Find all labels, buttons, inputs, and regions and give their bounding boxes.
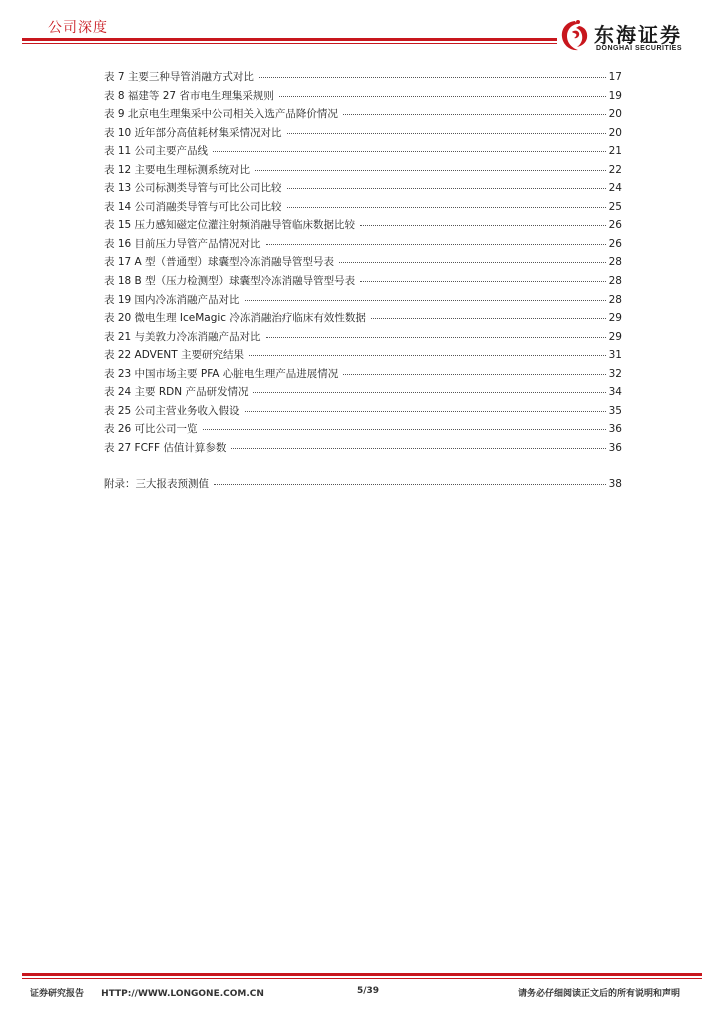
- toc-page-number: 20: [608, 108, 622, 121]
- toc-dot-leader: [279, 86, 606, 97]
- toc-label: 表 20 微电生理 IceMagic 冷冻消融治疗临床有效性数据: [104, 312, 366, 325]
- table-of-figures-list: [104, 69, 622, 495]
- toc-page-number: 36: [608, 423, 622, 436]
- toc-page-number: 19: [608, 89, 622, 102]
- footer-disclaimer: 请务必仔细阅读正文后的所有说明和声明: [518, 989, 681, 999]
- toc-dot-leader: [287, 197, 606, 208]
- donghai-logo: [558, 18, 688, 58]
- toc-dot-leader: [360, 215, 606, 226]
- toc-label: 表 16 目前压力导管产品情况对比: [104, 237, 261, 250]
- toc-dot-leader: [266, 327, 606, 338]
- toc-label: 表 25 公司主营业务收入假设: [104, 404, 240, 417]
- toc-page-number: 31: [608, 349, 622, 362]
- toc-page-number: 24: [608, 182, 622, 195]
- toc-label: 表 9 北京电生理集采中公司相关入选产品降价情况: [104, 108, 338, 121]
- toc-label: 表 14 公司消融类导管与可比公司比较: [104, 200, 282, 213]
- toc-label: 表 24 主要 RDN 产品研发情况: [104, 386, 249, 399]
- footer-page-number: 5/39: [357, 986, 380, 996]
- toc-page-number: 29: [608, 330, 622, 343]
- toc-page-number: 17: [608, 71, 622, 83]
- toc-dot-leader: [249, 345, 606, 356]
- toc-dot-leader: [266, 234, 606, 245]
- header-tag: 公司深度: [48, 20, 108, 36]
- toc-row[interactable]: [104, 440, 622, 459]
- toc-label: 表 22 ADVENT 主要研究结果: [104, 349, 245, 362]
- header-rule-thin: [22, 43, 557, 44]
- toc-label: 表 11 公司主要产品线: [104, 145, 209, 158]
- toc-dot-leader: [255, 160, 606, 171]
- toc-dot-leader: [253, 382, 605, 393]
- toc-label: 表 23 中国市场主要 PFA 心脏电生理产品进展情况: [104, 367, 339, 380]
- toc-page-number: 21: [608, 145, 622, 158]
- toc-page-number: 26: [608, 219, 622, 232]
- toc-page-number: 25: [608, 200, 622, 213]
- toc-label: 附录：三大报表预测值: [104, 478, 209, 491]
- toc-label: 表 8 福建等 27 省市电生理集采规则: [104, 89, 274, 102]
- toc-page-number: 34: [608, 386, 622, 399]
- toc-dot-leader: [339, 252, 606, 263]
- footer-rule-thin: [22, 978, 702, 979]
- toc-page-number: 28: [608, 293, 622, 306]
- toc-dot-leader: [214, 474, 606, 485]
- footer-left: [30, 986, 264, 999]
- toc-page-number: 20: [608, 126, 622, 139]
- toc-dot-leader: [287, 123, 606, 134]
- toc-dot-leader: [231, 438, 605, 449]
- toc-dot-leader: [343, 104, 606, 115]
- toc-dot-leader: [360, 271, 606, 282]
- toc-page-number: 26: [608, 237, 622, 250]
- toc-dot-leader: [245, 290, 606, 301]
- toc-page-number: 38: [608, 478, 622, 491]
- logo-en-text: DONGHAI SECURITIES: [596, 45, 683, 52]
- dragon-logo-icon: [558, 18, 592, 54]
- footer-url-link[interactable]: HTTP://WWW.LONGONE.COM.CN: [101, 989, 264, 999]
- toc-page-number: 28: [608, 275, 622, 288]
- toc-dot-leader: [245, 401, 606, 412]
- toc-dot-leader: [203, 419, 606, 430]
- toc-page-number: 35: [608, 404, 622, 417]
- header-rule: [22, 38, 557, 41]
- toc-label: 表 15 压力感知磁定位灌注射频消融导管临床数据比较: [104, 219, 356, 232]
- toc-label: 表 26 可比公司一览: [104, 423, 198, 436]
- toc-dot-leader: [371, 308, 606, 319]
- toc-label: 表 12 主要电生理标测系统对比: [104, 163, 251, 176]
- footer-report-type: 证券研究报告: [30, 989, 85, 999]
- toc-page-number: 36: [608, 441, 622, 454]
- toc-label: 表 17 A 型（普通型）球囊型冷冻消融导管型号表: [104, 256, 335, 269]
- toc-page-number: 28: [608, 256, 622, 269]
- toc-label: 表 7 主要三种导管消融方式对比: [104, 71, 254, 83]
- toc-dot-leader: [259, 67, 606, 78]
- toc-label: 表 27 FCFF 估值计算参数: [104, 441, 227, 454]
- toc-label: 表 21 与美敦力冷冻消融产品对比: [104, 330, 261, 343]
- footer-rule: [22, 973, 702, 976]
- toc-dot-leader: [343, 364, 605, 375]
- toc-label: 表 10 近年部分高值耗材集采情况对比: [104, 126, 282, 139]
- logo-cn-text: 东海证券: [594, 23, 682, 47]
- toc-label: 表 19 国内冷冻消融产品对比: [104, 293, 240, 306]
- toc-dot-leader: [213, 141, 606, 152]
- toc-page-number: 32: [608, 367, 622, 380]
- toc-label: 表 18 B 型（压力检测型）球囊型冷冻消融导管型号表: [104, 275, 356, 288]
- toc-page-number: 29: [608, 312, 622, 325]
- toc-page-number: 22: [608, 163, 622, 176]
- toc-label: 表 13 公司标测类导管与可比公司比较: [104, 182, 282, 195]
- toc-row-appendix[interactable]: [104, 476, 622, 495]
- toc-dot-leader: [287, 178, 606, 189]
